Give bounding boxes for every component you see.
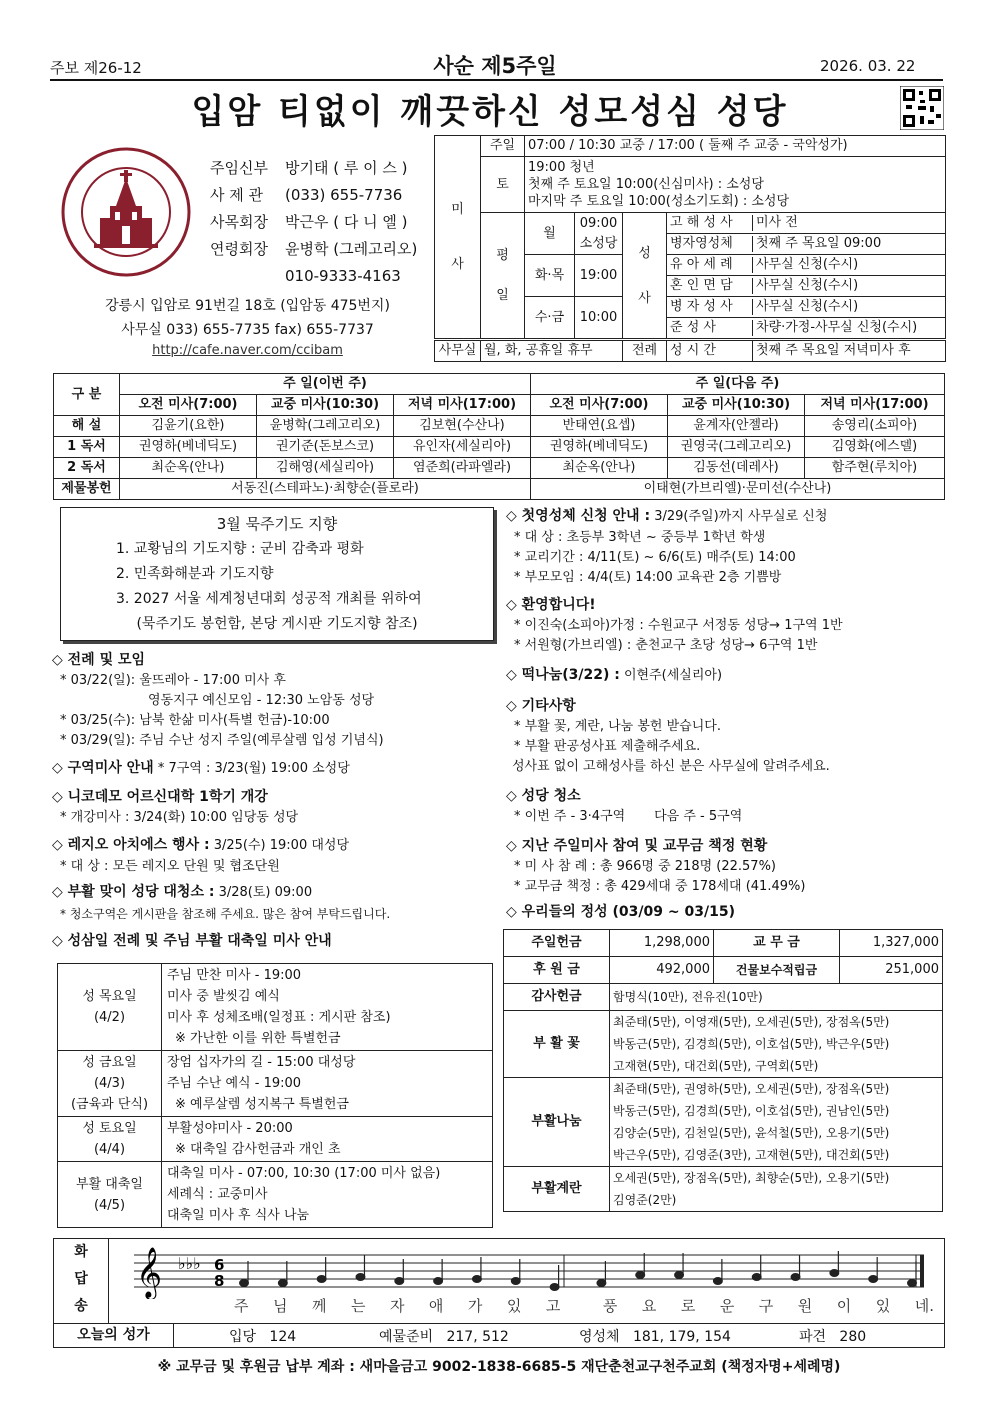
holy-hour-value: 첫째 주 목요일 저녁미사 후	[753, 341, 946, 362]
holy-hour-name: 성 시 간	[667, 341, 753, 362]
etc-item: 성사표 없이 고해성사를 하신 분은 사무실에 알려주세요.	[512, 759, 830, 774]
attend-title: ◇ 지난 주일미사 참여 및 교무금 책정 현황	[506, 838, 768, 854]
legio-title: ◇ 레지오 아치에스 행사 :	[52, 837, 210, 853]
hymns-row	[53, 1324, 945, 1348]
sunday-times: 07:00 / 10:30 교중 / 17:00 ( 둘째 주 교중 - 국악성가)	[525, 136, 946, 157]
staff-row	[210, 155, 430, 182]
roster-cell: 김윤기(요한)	[120, 416, 257, 437]
mass-label-cell	[435, 136, 481, 339]
qr-code-icon	[900, 86, 944, 130]
sunday-label: 주일	[481, 136, 525, 157]
music-note-icon	[713, 1278, 722, 1285]
triduum-line: ※ 예루살렘 성지복구 특별헌금	[175, 1097, 349, 1112]
account-footer: ※ 교무금 및 후원금 납부 계좌 : 새마을금고 9002-1838-6685-5 재단춘천교구천주교회 (책정자명+세례명)	[157, 1359, 841, 1375]
clean-title: ◇ 부활 맞이 성당 대청소 :	[52, 884, 215, 900]
mass-label-mi: 미	[451, 202, 464, 217]
weekday-label-il: 일	[496, 287, 509, 303]
church-name: 입암 티없이 깨끗하신 성모성심 성당	[191, 92, 789, 132]
roster-cell: 권기준(돈보스코)	[257, 437, 394, 458]
flower-label: 부 활 꽃	[504, 1011, 610, 1078]
svg-text:6: 6	[214, 1256, 225, 1274]
sacrament-value: 미사 전	[756, 215, 798, 231]
lyric-syllable: 주	[234, 1297, 249, 1315]
staff-role: 사 제 관	[210, 186, 264, 204]
roster-cell: 김동선(데레사)	[668, 458, 805, 479]
liturgy-item: * 03/25(수): 남북 한삶 미사(특별 헌금)-10:00	[60, 713, 330, 728]
svg-text:8: 8	[214, 1272, 225, 1290]
comm-item: * 부모모임 : 4/4(토) 14:00 교육관 2층 기쁨방	[514, 570, 782, 585]
donor-line: 박동근(5만), 김경희(5만), 이호섭(5만), 권남인(5만)	[613, 1104, 890, 1118]
welcome-item: * 이진숙(소피아)가정 : 수원교구 서정동 성당→ 1구역 1반	[514, 618, 843, 633]
donor-line: 오세권(5만), 장점옥(5만), 최향순(5만), 오용기(5만)	[613, 1171, 890, 1185]
triduum-row	[58, 1051, 493, 1117]
attend-item: * 교무금 책정 : 총 429세대 중 178세대 (41.49%)	[514, 879, 806, 894]
lyric-syllable: 있	[506, 1297, 522, 1315]
liturgical-sunday: 사순 제5주일	[433, 54, 557, 78]
sunday-offering-label: 주일헌금	[504, 930, 610, 957]
flat-sign-icon: ♭♭♭	[178, 1254, 201, 1273]
staff-value: (033) 655-7736	[285, 186, 403, 204]
support-value: 492,000	[610, 957, 714, 984]
hymn-entrance	[229, 1326, 379, 1346]
roster-row-label: 1 독서	[54, 437, 120, 458]
roster-cell: 함주현(루치아)	[805, 458, 945, 479]
music-note-icon	[511, 1278, 520, 1285]
header-rule	[50, 79, 943, 81]
mass-time-header: 저녁 미사(17:00)	[805, 395, 945, 416]
roster-row-label: 제물봉헌	[54, 479, 120, 500]
donor-line: 최준태(5만), 이영재(5만), 오세권(5만), 장점옥(5만)	[613, 1015, 890, 1029]
lyric-syllable: 애	[428, 1297, 444, 1315]
nico-title: ◇ 니코데모 어르신대학 1학기 개강	[52, 789, 268, 805]
church-address: 강릉시 입암로 91번길 18호 (입암동 475번지)	[105, 298, 390, 314]
sacrament-value: 사무실 신청(수시)	[756, 299, 859, 315]
thanks-value: 함명식(10만), 전유진(10만)	[610, 984, 943, 1011]
roster-cell: 윤계자(안젤라)	[668, 416, 805, 437]
triduum-title: ◇ 성삼일 전례 및 주님 부활 대축일 미사 안내	[52, 933, 332, 949]
roster-this-week: 주 일(이번 주)	[120, 374, 531, 395]
roster-cell: 반태연(요셉)	[531, 416, 668, 437]
hymns-label: 오늘의 성가	[54, 1324, 174, 1347]
psalm-staff	[134, 1243, 934, 1299]
weekday-label-cell	[481, 213, 525, 339]
donor-line: 박근우(5만), 김영준(3만), 고재현(5만), 대건회(5만)	[613, 1148, 890, 1162]
sacrament-name: 유 아 세 례	[667, 257, 753, 273]
prayer-item: 3. 2027 서울 세계청년대회 성공적 개최를 위하여	[116, 591, 422, 607]
lyric-syllable: 요	[641, 1297, 657, 1315]
liturgy-item: * 03/29(일): 주님 수난 성지 주일(예루살렘 입성 기념식)	[60, 733, 384, 748]
triduum-day	[58, 1117, 162, 1162]
lyric-syllable: 가	[467, 1297, 483, 1315]
lyric-syllable: 네.	[914, 1297, 934, 1315]
treble-clef-icon: 𝄞	[136, 1247, 163, 1298]
saturday-times	[525, 157, 946, 213]
lyric-syllable: 님	[272, 1297, 288, 1315]
lyric-syllable: 고	[545, 1297, 561, 1315]
sacrament-value: 첫째 주 목요일 09:00	[756, 236, 882, 252]
staff-list	[210, 155, 430, 290]
office-hours-table	[434, 340, 946, 362]
sacrament-name: 병 자 성 사	[667, 299, 753, 315]
sacrament-value: 차량·가정-사무실 신청(수시)	[756, 320, 918, 336]
staff-row	[210, 236, 430, 263]
music-note-icon	[869, 1276, 878, 1283]
psalm-label-char: 화	[74, 1244, 88, 1260]
saturday-line: 첫째 주 토요일 10:00(신심미사) : 소성당	[528, 177, 764, 192]
office-label: 사무실	[435, 341, 481, 362]
triduum-day-line: (4/3)	[93, 1076, 126, 1091]
welcome-item: * 서원형(가브리엘) : 춘천교구 초당 성당→ 6구역 1반	[514, 638, 818, 653]
music-note-icon	[317, 1276, 326, 1283]
triduum-row	[58, 1162, 493, 1228]
triduum-row	[58, 1117, 493, 1162]
psalm-label-char: 송	[74, 1298, 88, 1314]
music-note-icon	[752, 1274, 761, 1281]
office-hours: 월, 화, 공휴일 휴무	[481, 341, 623, 362]
offering-next-week: 이태현(가브리엘)·문미선(수산나)	[531, 479, 945, 500]
sunday-offering-value: 1,298,000	[610, 930, 714, 957]
rice-text: 이현주(세실리아)	[623, 668, 723, 683]
roster-row-label: 2 독서	[54, 458, 120, 479]
donor-line: 최준태(5만), 권영하(5만), 오세권(5만), 장점옥(5만)	[613, 1082, 890, 1096]
sacrament-row	[667, 213, 946, 234]
prayer-box	[60, 507, 494, 641]
etc-item: * 부활 판공성사표 제출해주세요.	[514, 739, 701, 754]
monday-time: 09:00	[579, 215, 618, 231]
sacrament-label-sa: 사	[638, 290, 651, 306]
hymn-communion-label: 영성체	[579, 1328, 620, 1345]
egg-label: 부활계란	[504, 1167, 610, 1212]
hymn-offertory	[379, 1326, 579, 1346]
weekday-label-pyeong: 평	[496, 247, 509, 263]
lyric-syllable: 로	[680, 1297, 696, 1315]
share-label: 부활나눔	[504, 1078, 610, 1167]
sacrament-value: 사무실 신청(수시)	[756, 278, 859, 294]
donor-line: 박동근(5만), 김경희(5만), 이호섭(5만), 박근우(5만)	[613, 1037, 890, 1051]
mass-time-header: 오전 미사(7:00)	[120, 395, 257, 416]
staff-value: 방기태 ( 루 이 스 )	[285, 159, 408, 177]
lyric-syllable: 원	[797, 1297, 813, 1315]
music-note-icon	[675, 1272, 684, 1279]
music-note-icon	[550, 1284, 559, 1291]
triduum-line: ※ 대축일 감사헌금과 개인 초	[175, 1142, 341, 1157]
right-notices	[506, 505, 946, 923]
staff-role: 사목회장	[210, 213, 268, 231]
roster-cell: 최순옥(안나)	[531, 458, 668, 479]
clean-row	[52, 881, 492, 904]
triduum-line: 장엄 십자가의 길 - 15:00 대성당	[167, 1055, 356, 1070]
prayer-note: (묵주기도 봉헌함, 본당 게시판 기도지향 참조)	[136, 616, 418, 632]
building-value: 251,000	[840, 957, 943, 984]
hymn-communion	[579, 1326, 799, 1346]
donor-line: 고재현(5만), 대건회(5만), 구역회(5만)	[613, 1059, 819, 1073]
clean-text: * 청소구역은 게시판을 참조해 주세요. 많은 참여 부탁드립니다.	[60, 907, 391, 921]
roster-cell: 권영하(베네딕도)	[531, 437, 668, 458]
monday-label: 월	[525, 213, 575, 255]
music-note-icon	[356, 1274, 365, 1281]
hymn-offertory-label: 예물준비	[379, 1328, 434, 1345]
saturday-line: 마지막 주 토요일 10:00(성소기도회) : 소성당	[528, 194, 790, 209]
hymn-recession-label: 파견	[799, 1328, 827, 1345]
liturgy-title: ◇ 전례 및 모임	[52, 652, 146, 668]
issue-number: 주보 제26-12	[50, 59, 142, 77]
triduum-day-line: (금육과 단식)	[70, 1097, 149, 1112]
flower-list	[610, 1011, 943, 1078]
music-note-icon	[278, 1280, 287, 1287]
music-note-icon	[240, 1280, 249, 1287]
lyric-syllable: 구	[758, 1297, 774, 1315]
liturgy-item: * 03/22(일): 울뜨레아 - 17:00 미사 후	[60, 673, 286, 688]
liturgy-label: 전례	[623, 341, 667, 362]
music-note-icon	[830, 1270, 839, 1277]
triduum-line: 미사 중 발씻김 예식	[167, 989, 280, 1004]
comm-item: * 교리기간 : 4/11(토) ~ 6/6(토) 매주(토) 14:00	[514, 550, 796, 565]
share-list	[610, 1078, 943, 1167]
lyric-syllable: 운	[719, 1297, 735, 1315]
staff-value: 박근우 ( 다 니 엘 )	[285, 213, 408, 231]
roster-table	[53, 373, 945, 500]
roster-cell: 김보현(수산나)	[394, 416, 531, 437]
roster-row	[54, 458, 945, 479]
roster-cell: 권영하(베네딕도)	[120, 437, 257, 458]
staff-row	[210, 182, 430, 209]
offer-title: ◇ 우리들의 정성 (03/09 ~ 03/15)	[506, 904, 735, 920]
triduum-detail	[162, 1051, 493, 1117]
sacrament-row	[667, 255, 946, 276]
cleanup-text: * 이번 주 - 3·4구역 다음 주 - 5구역	[514, 809, 743, 824]
cafe-link[interactable]: http://cafe.naver.com/ccibam	[152, 343, 343, 358]
comm-title: ◇ 첫영성체 신청 안내 :	[506, 508, 651, 524]
sacrament-name: 혼 인 면 담	[667, 278, 753, 294]
roster-cell: 김영화(에스델)	[805, 437, 945, 458]
triduum-line: 대축일 미사 - 07:00, 10:30 (17:00 미사 없음)	[167, 1166, 441, 1181]
lyric-syllable: 께	[311, 1297, 327, 1315]
district-title: ◇ 구역미사 안내	[52, 760, 154, 776]
rice-row	[506, 664, 946, 687]
district-row	[52, 757, 492, 780]
roster-cell: 최순옥(안나)	[120, 458, 257, 479]
wedfri-time: 10:00	[575, 297, 623, 339]
roster-cell: 유인자(세실리아)	[394, 437, 531, 458]
roster-row	[54, 437, 945, 458]
building-label: 건물보수적립금	[714, 957, 840, 984]
roster-cell: 윤병학(그레고리오)	[257, 416, 394, 437]
psalm-label	[54, 1239, 109, 1323]
staff-role: 연령회장	[210, 240, 268, 258]
triduum-line: 대축일 미사 후 식사 나눔	[167, 1208, 310, 1223]
music-note-icon	[791, 1274, 800, 1281]
rice-title: ◇ 떡나눔(3/22) :	[506, 667, 620, 683]
egg-list	[610, 1167, 943, 1212]
lyric-syllable: 는	[350, 1297, 366, 1315]
comm-row	[506, 505, 946, 528]
hymn-entrance-label: 입당	[229, 1328, 257, 1345]
roster-cell: 염준희(라파엘라)	[394, 458, 531, 479]
staff-row	[210, 209, 430, 236]
triduum-day	[58, 1051, 162, 1117]
offerings-table	[503, 929, 943, 1212]
legio-time: 3/25(수) 19:00 대성당	[213, 838, 350, 853]
monday-time-cell	[575, 213, 623, 255]
triduum-table	[57, 963, 493, 1228]
hymn-recession-number: 280	[839, 1328, 867, 1345]
sacrament-row	[667, 318, 946, 339]
sacrament-row	[667, 234, 946, 255]
staff-phone: 010-9333-4163	[285, 267, 401, 285]
hymn-recession	[799, 1326, 919, 1346]
sacrament-name: 병자영성체	[667, 236, 753, 252]
triduum-day-line: 성 토요일	[82, 1121, 137, 1136]
hymn-entrance-number: 124	[269, 1328, 297, 1345]
triduum-detail	[162, 1117, 493, 1162]
triduum-line: 세례식 : 교중미사	[167, 1187, 268, 1202]
cleanup-title: ◇ 성당 청소	[506, 788, 581, 804]
wedfri-label: 수·금	[525, 297, 575, 339]
triduum-line: 부활성야미사 - 20:00	[167, 1121, 293, 1136]
triduum-line: 주님 수난 예식 - 19:00	[167, 1076, 302, 1091]
left-notices	[52, 649, 492, 952]
sacrament-row	[667, 276, 946, 297]
roster-next-week: 주 일(다음 주)	[531, 374, 945, 395]
music-note-icon	[908, 1280, 917, 1287]
hymn-communion-number: 181, 179, 154	[632, 1328, 731, 1345]
triduum-line: ※ 가난한 이를 위한 특별헌금	[175, 1031, 341, 1046]
monday-place: 소성당	[579, 235, 618, 251]
offering-this-week: 서동진(스테파노)·최향순(플로라)	[120, 479, 531, 500]
tuethu-time: 19:00	[575, 255, 623, 297]
etc-title: ◇ 기타사항	[506, 698, 576, 714]
mass-label-sa: 사	[451, 257, 464, 272]
sacrament-label-seong: 성	[638, 245, 651, 261]
roster-row-label: 해 설	[54, 416, 120, 437]
district-text: * 7구역 : 3/23(월) 19:00 소성당	[157, 761, 350, 776]
triduum-detail	[162, 964, 493, 1051]
triduum-day	[58, 1162, 162, 1228]
roster-cell: 송영리(소피아)	[805, 416, 945, 437]
clean-time: 3/28(토) 09:00	[218, 885, 313, 900]
triduum-line: 미사 후 성체조배(일정표 : 게시판 참조)	[167, 1010, 391, 1025]
prayer-title: 3월 묵주기도 지향	[216, 515, 338, 533]
prayer-item: 2. 민족화해분과 기도지향	[116, 566, 274, 582]
support-label: 후 원 금	[504, 957, 610, 984]
saturday-line: 19:00 청년	[528, 160, 595, 175]
triduum-day-line: (4/4)	[93, 1142, 126, 1157]
triduum-day-line: (4/5)	[93, 1197, 126, 1213]
prayer-item: 1. 교황님의 기도지향 : 군비 감축과 평화	[116, 541, 364, 557]
etc-item: * 부활 꽃, 계란, 나눔 봉헌 받습니다.	[514, 719, 721, 734]
triduum-day-line: 성 목요일	[82, 989, 137, 1004]
triduum-line: 주님 만찬 미사 - 19:00	[167, 968, 302, 983]
attend-item: * 미 사 참 례 : 총 966명 중 218명 (22.57%)	[514, 859, 777, 874]
gyomu-value: 1,327,000	[840, 930, 943, 957]
sacrament-label-cell	[623, 213, 667, 339]
roster-row	[54, 479, 945, 500]
nico-text: * 개강미사 : 3/24(화) 10:00 임당동 성당	[60, 810, 299, 825]
psalm-box	[53, 1238, 945, 1324]
comm-item: * 대 상 : 초등부 3학년 ~ 중등부 1학년 학생	[514, 530, 766, 545]
sacrament-row	[667, 297, 946, 318]
sacrament-value: 사무실 신청(수시)	[756, 257, 859, 273]
lyric-syllable: 자	[389, 1297, 405, 1315]
triduum-day	[58, 964, 162, 1051]
bulletin-date: 2026. 03. 22	[820, 57, 916, 75]
roster-cell: 권영국(그레고리오)	[668, 437, 805, 458]
office-contact: 사무실 033) 655-7735 fax) 655-7737	[121, 322, 374, 338]
tuethu-label: 화·목	[525, 255, 575, 297]
lyric-syllable: 풍	[602, 1297, 618, 1315]
music-note-icon	[395, 1278, 404, 1285]
donor-line: 김양순(5만), 김천일(5만), 윤석철(5만), 오용기(5만)	[613, 1126, 890, 1140]
triduum-day-line: (4/2)	[93, 1010, 126, 1025]
roster-row	[54, 416, 945, 437]
mass-time-header: 교중 미사(10:30)	[257, 395, 394, 416]
music-note-icon	[472, 1276, 481, 1283]
triduum-day-line: 부활 대축일	[76, 1176, 143, 1192]
liturgy-item: 영동지구 예신모임 - 12:30 노암동 성당	[148, 693, 375, 708]
legio-row	[52, 834, 492, 857]
music-note-icon	[636, 1272, 645, 1279]
music-note-icon	[597, 1280, 606, 1287]
psalm-lyrics	[234, 1295, 934, 1316]
mass-time-header: 오전 미사(7:00)	[531, 395, 668, 416]
welcome-title: ◇ 환영합니다!	[506, 597, 596, 613]
triduum-detail	[162, 1162, 493, 1228]
staff-value: 윤병학 (그레고리오)	[285, 240, 418, 258]
hymn-offertory-number: 217, 512	[446, 1328, 509, 1345]
psalm-label-char: 답	[74, 1271, 88, 1287]
triduum-day-line: 성 금요일	[82, 1055, 137, 1070]
roster-cell: 김해영(세실리아)	[257, 458, 394, 479]
legio-text: * 대 상 : 모든 레지오 단원 및 협조단원	[60, 859, 280, 874]
sacrament-name: 준 성 사	[667, 320, 753, 336]
staff-role: 주임신부	[210, 159, 268, 177]
thanks-label: 감사헌금	[504, 984, 610, 1011]
lyric-syllable: 이	[836, 1297, 852, 1315]
roster-col-label: 구 분	[54, 374, 120, 416]
comm-deadline: 3/29(주일)까지 사무실로 신청	[654, 509, 828, 524]
church-seal	[60, 146, 192, 278]
mass-time-header: 저녁 미사(17:00)	[394, 395, 531, 416]
donor-line: 김영준(2만)	[613, 1193, 677, 1207]
mass-schedule-table	[434, 135, 946, 339]
mass-time-header: 교중 미사(10:30)	[668, 395, 805, 416]
gyomu-label: 교 무 금	[714, 930, 840, 957]
music-note-icon	[434, 1278, 443, 1285]
triduum-row	[58, 964, 493, 1051]
saturday-label: 토	[481, 157, 525, 213]
lyric-syllable: 있	[875, 1297, 891, 1315]
sacrament-name: 고 해 성 사	[667, 215, 753, 231]
